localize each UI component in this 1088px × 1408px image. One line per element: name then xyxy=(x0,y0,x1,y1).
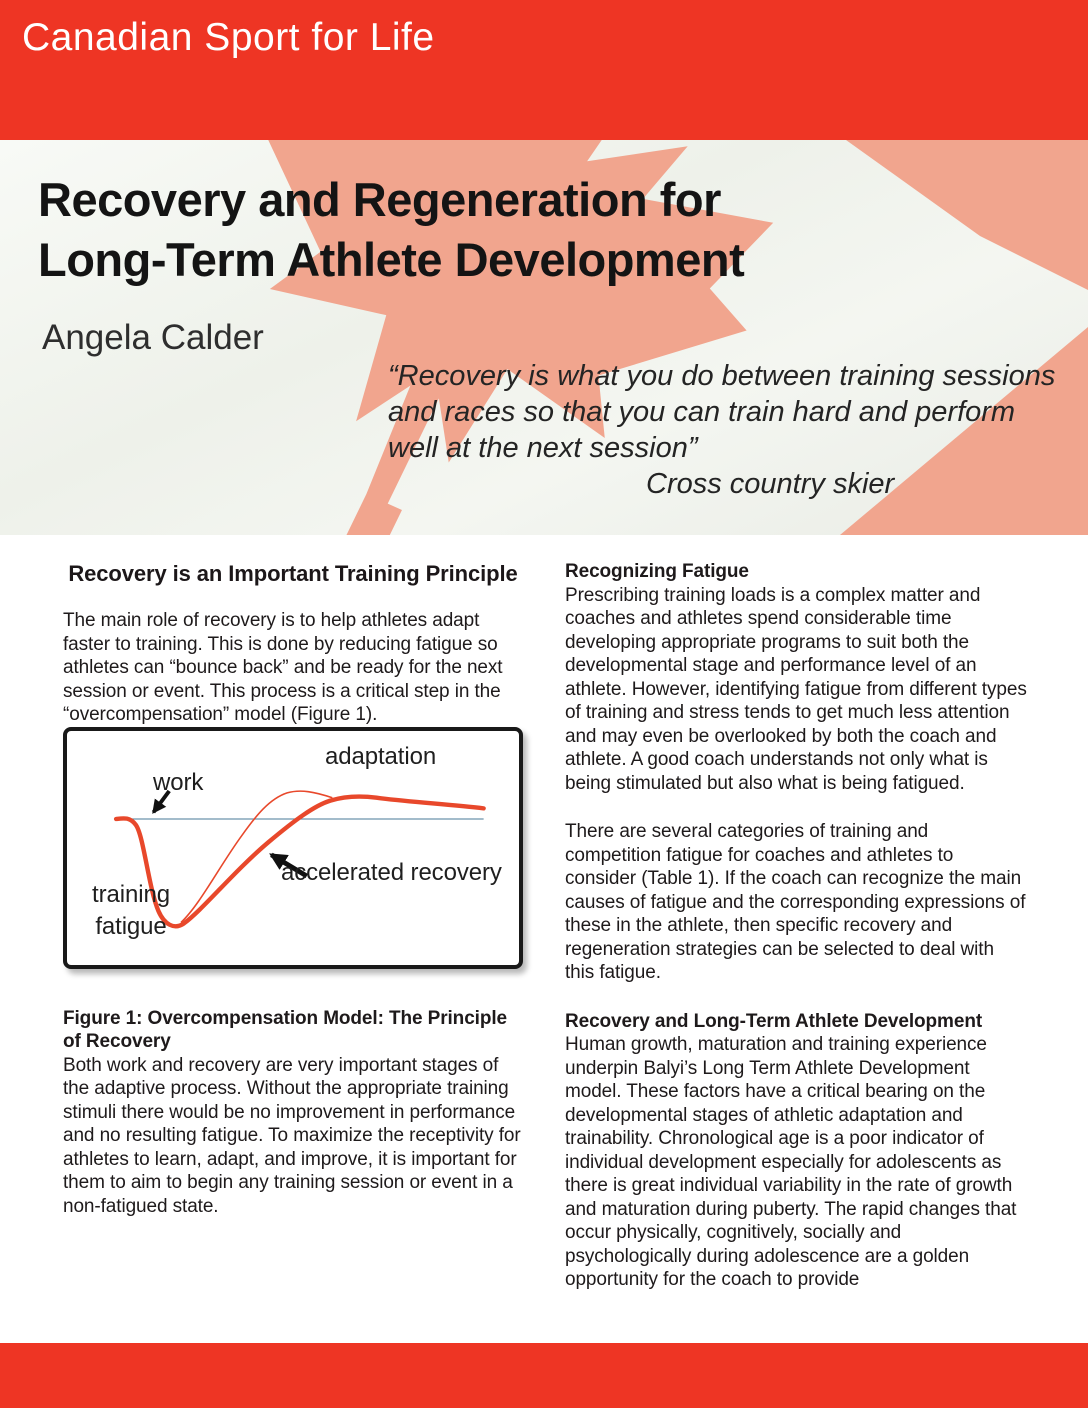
figure-caption-wrap xyxy=(63,1007,523,1054)
paragraph: Prescribing training loads is a complex matter and coaches and athletes spend considerable time developing appropriate programs to suit both the developmental stage and performance level of an athlete. However, identifying fatigue from different types of training and stress tends to get much less attention and may even be overlooked by both the coach and athlete. A good coach understands not only what is being stimulated but also what is being fatigued. xyxy=(565,584,1027,794)
label-accelerated-recovery: accelerated recovery xyxy=(281,858,502,886)
right-column xyxy=(565,560,1027,1292)
hero-section xyxy=(0,140,1088,535)
site-title: Canadian Sport for Life xyxy=(22,16,435,59)
left-section-heading: Recovery is an Important Training Principle xyxy=(68,561,518,586)
paragraph-overcompensation: The main role of recovery is to help athletes adapt faster to training. This is done by reducing fatigue so athletes can “bounce back” and be ready for the next session or event. This process is a critical step in the “overcompensation” model (Figure 1). xyxy=(63,610,503,725)
label-work: work xyxy=(153,768,204,796)
bottom-bar xyxy=(0,1343,1088,1408)
figure-caption: Figure 1: Overcompensation Model: The Principle of Recovery xyxy=(63,1007,507,1052)
paragraph: Human growth, maturation and training experience underpin Balyi’s Long Term Athlete Development model. These factors have a critical bearing on the developmental stages of athletic adaptation and trainability. Chronological age is a poor indicator of individual development especially for adolescents as there is great individual variability in the rate of growth and maturation during puberty. The rapid changes that occur physically, cognitively, socially and psychologically during adolescence are a golden opportunity for the coach to provide xyxy=(565,1034,1017,1290)
section-heading: Recognizing Fatigue xyxy=(565,561,749,582)
left-column xyxy=(63,560,523,1218)
quote-line: well at the next session” xyxy=(388,432,698,464)
section-recovery-ltad xyxy=(565,1010,1027,1292)
section-fatigue-categories xyxy=(565,820,1027,985)
paragraph: There are several categories of training and competition fatigue for coaches and athletes to consider (Table 1). If the coach can recognize the main causes of fatigue and the corresponding expressions of these in the athlete, then specific recovery and regeneration strategies can be selected to deal with this fatigue. xyxy=(565,821,1026,983)
figure-1 xyxy=(63,727,523,969)
pull-quote xyxy=(388,358,1055,502)
quote-line: “Recovery is what you do between training sessions xyxy=(388,360,1056,392)
page-title-line2: Long-Term Athlete Development xyxy=(38,233,745,286)
label-training-fatigue-line1: training xyxy=(92,880,170,908)
label-adaptation: adaptation xyxy=(325,742,437,770)
top-banner xyxy=(0,0,1088,140)
paragraph-work-recovery: Both work and recovery are very important stages of the adaptive process. Without the appropriate training stimuli there would be no improvement in performance and no resulting fatigue. To maximize the receptivity for athletes to learn, adapt, and improve, it is important for them to aim to begin any training session or event in a non-fatigued state. xyxy=(63,1054,521,1217)
label-training-fatigue-line2: fatigue xyxy=(95,912,167,940)
section-recognizing-fatigue xyxy=(565,560,1027,795)
author-name: Angela Calder xyxy=(42,318,264,357)
page-title-line1: Recovery and Regeneration for xyxy=(38,173,721,226)
label-training-fatigue xyxy=(75,879,187,943)
section-heading: Recovery and Long-Term Athlete Development xyxy=(565,1010,983,1032)
quote-line: and races so that you can train hard and perform xyxy=(388,396,1016,428)
page-title xyxy=(38,170,744,290)
quote-attribution: Cross country skier xyxy=(646,468,895,500)
